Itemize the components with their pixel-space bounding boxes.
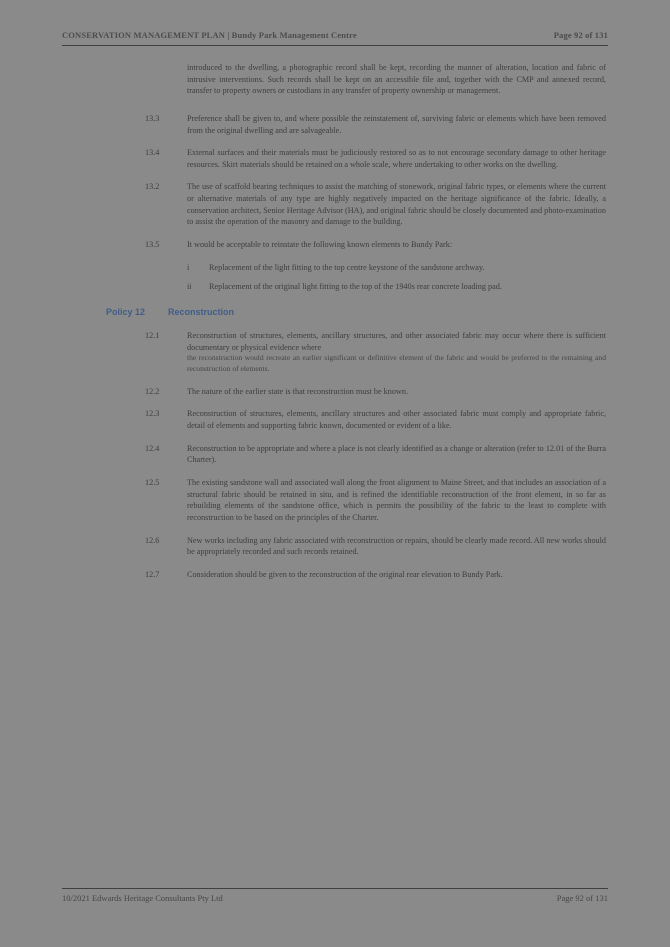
numbered-paragraph <box>62 535 608 558</box>
numbered-paragraph <box>62 239 608 251</box>
footer-author: 10/2021 Edwards Heritage Consultants Pty Ltd <box>62 893 223 903</box>
numbered-paragraph <box>62 386 608 398</box>
sublist-item <box>187 262 608 274</box>
header-divider <box>62 45 608 46</box>
page-footer <box>62 893 608 903</box>
paragraph-number: 13.2 <box>145 182 160 192</box>
paragraph-number: 12.4 <box>145 443 160 453</box>
sublist-text: Replacement of the original light fitting to the top of the 1940s rear concrete loading pad. <box>209 282 502 292</box>
numbered-paragraph <box>62 569 608 581</box>
sublist-numeral: i <box>187 262 190 272</box>
numbered-paragraph <box>62 330 608 375</box>
numbered-paragraph <box>62 181 608 228</box>
paragraph-text: It would be acceptable to reinstate the following known elements to Bundy Park: <box>187 240 453 250</box>
paragraph-text: Preference shall be given to, and where possible the reinstatement of, surviving fabric or elements which have been removed from the original dwelling and are salvageable. <box>187 113 606 135</box>
header-title: CONSERVATION MANAGEMENT PLAN | Bundy Park Management Centre <box>62 30 357 40</box>
paragraph-number: 13.5 <box>145 240 160 250</box>
numbered-paragraph <box>62 477 608 524</box>
paragraph-number: 12.3 <box>145 409 160 419</box>
paragraph-number: 13.4 <box>145 148 160 158</box>
page-header <box>62 30 608 40</box>
section-heading <box>62 307 608 317</box>
paragraph-number: 13.3 <box>145 113 160 123</box>
footer-page-number: Page 92 of 131 <box>556 893 608 903</box>
roman-sublist <box>187 262 608 293</box>
paragraph-number: 12.7 <box>145 569 160 579</box>
paragraph-text: The existing sandstone wall and associated wall along the front alignment to Maine Street, and that includes an association of a structural fabric should be retained in situ, and is refined the identifiable reconstruction of the front element, in so far as rebuilding elements of the sandstone office, which is permits the possibility of the fabric to the least to complete with reconstruction to be based on the principles of the Charter. <box>187 478 606 522</box>
footer-divider <box>62 888 608 889</box>
paragraph-note: the reconstruction would recreate an earlier significant or definitive element of the fabric and would be preferred to the remaining and reconstruction of elements. <box>187 353 606 374</box>
paragraph-text: External surfaces and their materials must be judiciously restored so as to not encourage secondary damage to other heritage resources. Skirt materials should be retained on a whole scale, where undertaking to other works on the dwelling. <box>187 148 606 169</box>
numbered-paragraph <box>62 408 608 431</box>
paragraph-text: The use of scaffold bearing techniques to assist the matching of stonework, original fabric types, or elements where the current or alternative materials of any type are highly negatively impacted on the heritage significance of the fabric. Ideally, a conservation architect, Senior Heritage Advisor (HA), and original fabric should be closely documented and photo-examination to assist the operation of the masonry and damage to the building. <box>187 182 606 227</box>
paragraph-main-text: Reconstruction of structures, elements, ancillary structures, and other associated fabric may occur where there is sufficient documentary or physical evidence where <box>187 330 606 352</box>
header-page-number: Page 92 of 131 <box>553 30 608 40</box>
section-number: Policy 12 <box>106 306 146 317</box>
numbered-paragraph <box>62 113 608 136</box>
paragraph-text: Consideration should be given to the reconstruction of the original rear elevation to Bundy Park. <box>187 569 503 579</box>
page-content <box>62 30 608 910</box>
paragraph-number: 12.1 <box>145 330 160 340</box>
section-title: Reconstruction <box>168 306 235 317</box>
paragraph-text <box>187 330 608 375</box>
paragraph-number: 12.2 <box>145 386 160 396</box>
paragraph-text: The nature of the earlier state is that reconstruction must be known. <box>187 386 408 396</box>
sublist-text: Replacement of the light fitting to the top centre keystone of the sandstone archway. <box>209 262 485 272</box>
numbered-paragraph <box>62 147 608 170</box>
paragraph-number: 12.5 <box>145 478 160 488</box>
numbered-paragraph <box>62 443 608 466</box>
continuation-paragraph: introduced to the dwelling, a photographic record shall be kept, recording the manner of alteration, location and fabric of intrusive interventions. Such records shall be kept on an accessible file and, together with the CMP and annexed record, transfer to property owners or custodians in any transfer of property ownership or management. <box>187 63 606 96</box>
paragraph-text: Reconstruction of structures, elements, ancillary structures and other associated fabric must comply and appropriate fabric, detail of elements and supporting fabric known, documented or evident of a like. <box>187 409 606 431</box>
paragraph-text: New works including any fabric associated with reconstruction or repairs, should be clearly made record. All new works should be appropriately recorded and such records retained. <box>187 535 606 557</box>
paragraph-number: 12.6 <box>145 535 160 545</box>
paragraph-text: Reconstruction to be appropriate and where a place is not clearly identified as a change or alteration (refer to 12.01 of the Burra Charter). <box>187 443 606 465</box>
sublist-item <box>187 281 608 293</box>
page-body <box>62 62 608 581</box>
sublist-numeral: ii <box>187 282 192 292</box>
